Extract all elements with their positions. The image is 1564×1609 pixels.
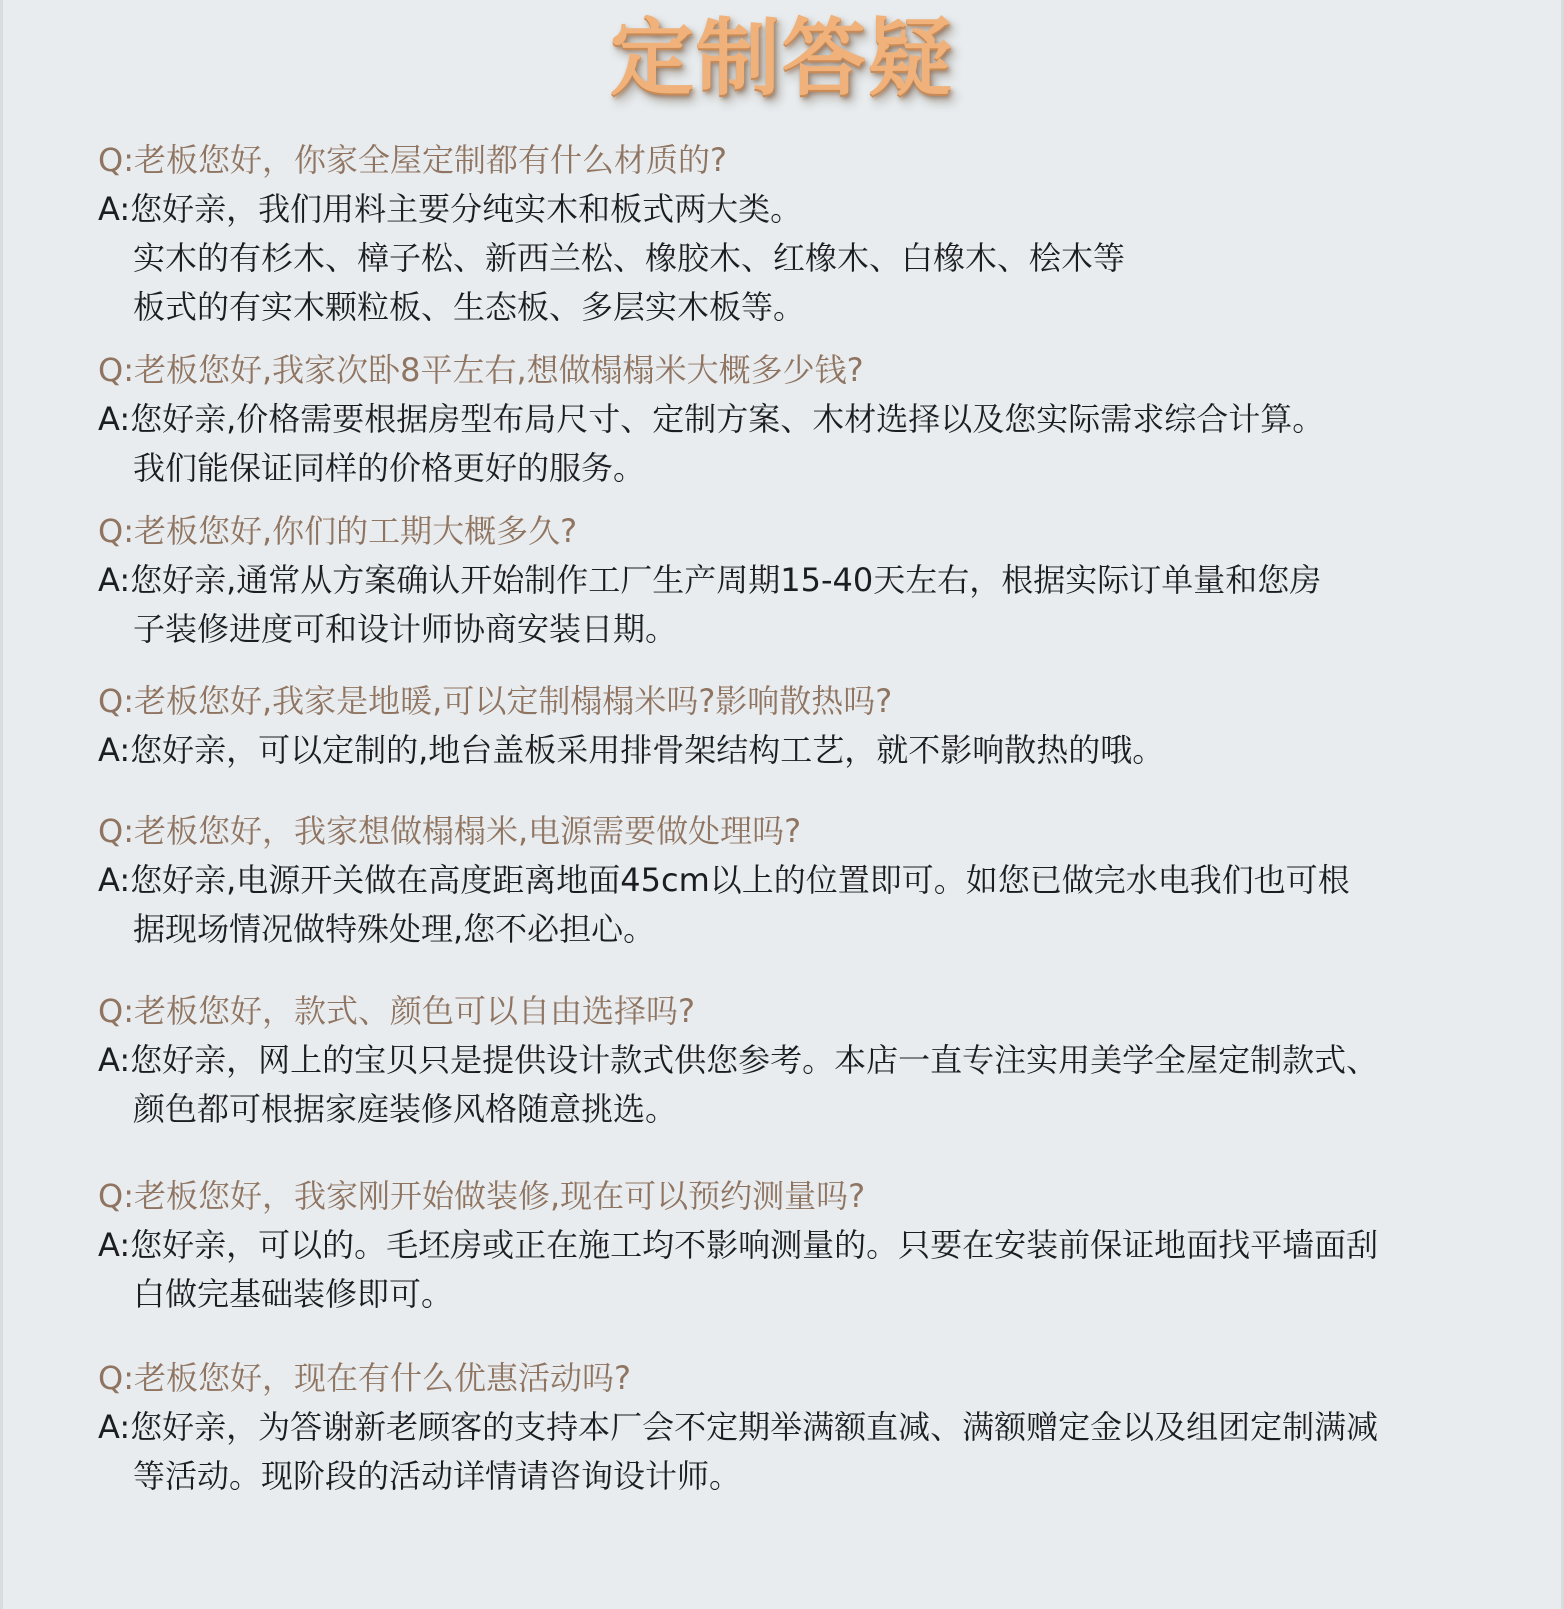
faq-question: Q:老板您好，款式、颜色可以自由选择吗?	[98, 992, 695, 1030]
left-edge-divider	[0, 0, 3, 1609]
faq-answer-line: A:您好亲,电源开关做在高度距离地面45cm以上的位置即可。如您已做完水电我们也可根	[98, 861, 1350, 899]
faq-list	[98, 136, 1518, 1501]
faq-answer-line: 实木的有杉木、樟子松、新西兰松、橡胶木、红橡木、白橡木、桧木等	[133, 239, 1126, 277]
faq-question: Q:老板您好，现在有什么优惠活动吗?	[98, 1359, 631, 1397]
faq-item-price	[98, 346, 1518, 493]
faq-answer-line: A:您好亲，可以的。毛坯房或正在施工均不影响测量的。只要在安装前保证地面找平墙面刮	[98, 1226, 1379, 1264]
faq-item-measurement	[98, 1172, 1518, 1319]
faq-question: Q:老板您好，我家刚开始做装修,现在可以预约测量吗?	[98, 1177, 866, 1215]
faq-answer-line: 颜色都可根据家庭装修风格随意挑选。	[133, 1090, 678, 1128]
faq-answer-line: A:您好亲，我们用料主要分纯实木和板式两大类。	[98, 190, 803, 228]
faq-item-lead-time	[98, 507, 1518, 654]
faq-answer-line: A:您好亲，网上的宝贝只是提供设计款式供您参考。本店一直专注实用美学全屋定制款式、	[98, 1041, 1379, 1079]
faq-item-materials	[98, 136, 1518, 332]
faq-question: Q:老板您好,我家是地暖,可以定制榻榻米吗?影响散热吗?	[98, 682, 893, 720]
faq-item-floor-heating	[98, 677, 1518, 775]
faq-item-style-color	[98, 987, 1518, 1134]
faq-question: Q:老板您好，我家想做榻榻米,电源需要做处理吗?	[98, 812, 802, 850]
page-title: 定制答疑	[609, 8, 954, 107]
faq-answer-line: A:您好亲,通常从方案确认开始制作工厂生产周期15-40天左右，根据实际订单量和您房	[98, 561, 1322, 599]
faq-answer-line: 我们能保证同样的价格更好的服务。	[133, 449, 646, 487]
faq-answer-line: A:您好亲,价格需要根据房型布局尺寸、定制方案、木材选择以及您实际需求综合计算。	[98, 400, 1325, 438]
faq-item-promotions	[98, 1354, 1518, 1501]
faq-question: Q:老板您好,我家次卧8平左右,想做榻榻米大概多少钱?	[98, 351, 864, 389]
faq-answer-line: 子装修进度可和设计师协商安装日期。	[133, 610, 678, 648]
faq-answer-line: 板式的有实木颗粒板、生态板、多层实木板等。	[133, 288, 806, 326]
faq-item-power-outlets	[98, 807, 1518, 954]
faq-answer-line: A:您好亲，可以定制的,地台盖板采用排骨架结构工艺，就不影响散热的哦。	[98, 731, 1165, 769]
faq-answer-line: 白做完基础装修即可。	[133, 1275, 454, 1313]
faq-question: Q:老板您好，你家全屋定制都有什么材质的?	[98, 141, 727, 179]
faq-answer-line: 据现场情况做特殊处理,您不必担心。	[133, 910, 656, 948]
faq-answer-line: A:您好亲，为答谢新老顾客的支持本厂会不定期举满额直减、满额赠定金以及组团定制满减	[98, 1408, 1379, 1446]
faq-question: Q:老板您好,你们的工期大概多久?	[98, 512, 578, 550]
faq-answer-line: 等活动。现阶段的活动详情请咨询设计师。	[133, 1457, 742, 1495]
